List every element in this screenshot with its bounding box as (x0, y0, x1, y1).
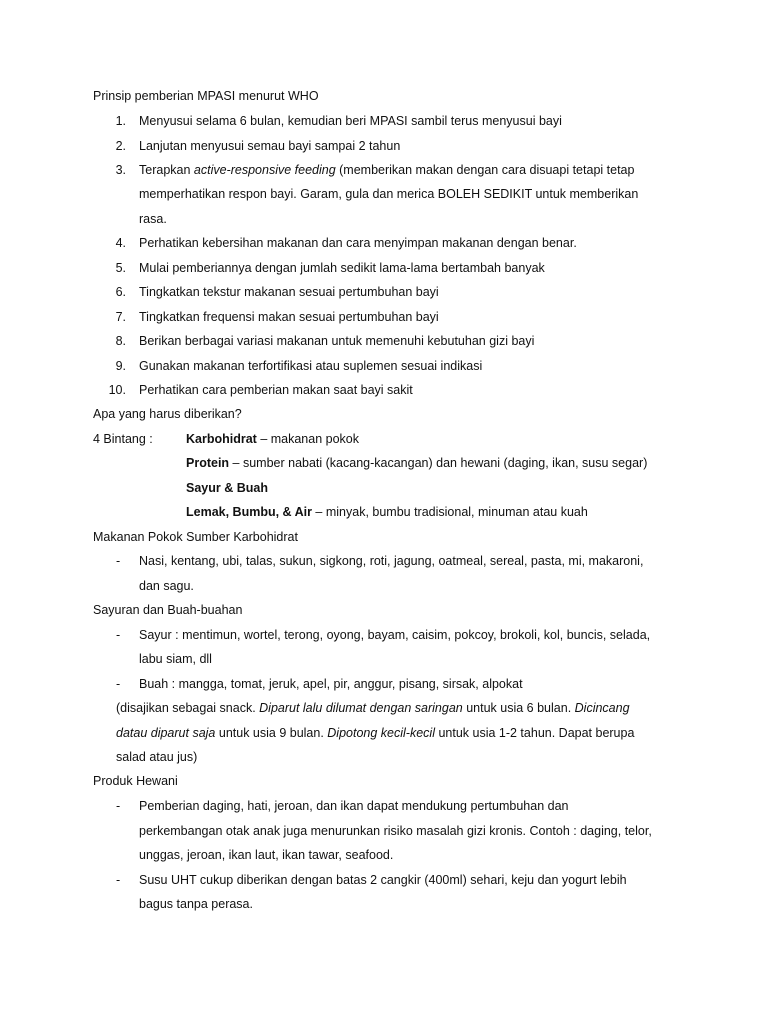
list-item: Tingkatkan tekstur makanan sesuai pertumbuhan bayi (139, 285, 439, 299)
bullet-dash: - (116, 677, 121, 691)
bintang-item (186, 504, 588, 520)
list-item: Perhatikan kebersihan makanan dan cara menyimpan makanan dengan benar. (139, 236, 577, 250)
list-number: 8. (115, 334, 126, 348)
text-run: (disajikan sebagai snack. (116, 701, 260, 715)
bullet-dash: - (116, 628, 121, 642)
bintang-item (186, 480, 268, 496)
bullet-dash: - (116, 554, 121, 568)
italic-text: active-responsive feeding (193, 163, 336, 177)
list-item-continuation: perkembangan otak anak juga menurunkan risiko masalah gizi kronis. Contoh : daging, telor, (139, 824, 652, 838)
heading-prinsip: Prinsip pemberian MPASI menurut WHO (93, 89, 319, 103)
list-number: 6. (115, 285, 126, 299)
heading-apa: Apa yang harus diberikan? (93, 407, 242, 421)
list-number: 5. (115, 261, 126, 275)
list-item-continuation: memperhatikan respon bayi. Garam, gula dan merica BOLEH SEDIKIT untuk memberikan (139, 187, 639, 201)
heading-hewani: Produk Hewani (93, 774, 178, 788)
list-item-continuation: bagus tanpa perasa. (139, 897, 253, 911)
list-item-continuation: dan sagu. (139, 579, 194, 593)
snack-note: salad atau jus) (116, 750, 198, 764)
italic-text: Dicincang (574, 701, 630, 715)
list-item: Menyusui selama 6 bulan, kemudian beri MPASI sambil terus menyusui bayi (139, 114, 562, 128)
list-number: 2. (115, 139, 126, 153)
list-item-continuation: rasa. (139, 212, 167, 226)
text-run: Terapkan (139, 163, 194, 177)
list-item: Susu UHT cukup diberikan dengan batas 2 cangkir (400ml) sehari, keju dan yogurt lebih (139, 873, 627, 887)
list-item: Mulai pemberiannya dengan jumlah sedikit lama-lama bertambah banyak (139, 261, 545, 275)
list-item-continuation: labu siam, dll (139, 652, 212, 666)
list-item: Berikan berbagai variasi makanan untuk memenuhi kebutuhan gizi bayi (139, 334, 535, 348)
list-item: Buah : mangga, tomat, jeruk, apel, pir, anggur, pisang, sirsak, alpokat (139, 677, 523, 691)
list-number: 3. (115, 163, 126, 177)
italic-text: Diparut lalu dilumat dengan saringan (259, 701, 463, 715)
list-number: 10. (108, 383, 126, 397)
snack-note (116, 725, 634, 741)
list-item: Tingkatkan frequensi makan sesuai pertumbuhan bayi (139, 310, 439, 324)
bold-text: Sayur & Buah (186, 481, 268, 495)
list-item: Sayur : mentimun, wortel, terong, oyong, bayam, caisim, pokcoy, brokoli, kol, buncis, selada, (139, 628, 651, 642)
bintang-item (186, 455, 647, 471)
snack-note (116, 700, 630, 716)
list-number: 4. (115, 236, 126, 250)
list-item: Perhatikan cara pemberian makan saat bayi sakit (139, 383, 413, 397)
text-run: untuk usia 6 bulan. (462, 701, 575, 715)
list-item: Pemberian daging, hati, jeroan, dan ikan dapat mendukung pertumbuhan dan (139, 799, 569, 813)
list-item: Nasi, kentang, ubi, talas, sukun, sigkong, roti, jagung, oatmeal, sereal, pasta, mi, makaroni, (139, 554, 644, 568)
bullet-dash: - (116, 873, 121, 887)
text-run: untuk usia 1-2 tahun. Dapat berupa (434, 726, 635, 740)
list-item: Gunakan makanan terfortifikasi atau suplemen sesuai indikasi (139, 359, 483, 373)
list-item-continuation: unggas, jeroan, ikan laut, ikan tawar, seafood. (139, 848, 394, 862)
text-run: untuk usia 9 bulan. (215, 726, 328, 740)
list-number: 7. (115, 310, 126, 324)
heading-pokok: Makanan Pokok Sumber Karbohidrat (93, 530, 298, 544)
italic-text: datau diparut saja (116, 726, 216, 740)
italic-text: Dipotong kecil-kecil (327, 726, 435, 740)
text-run: – minyak, bumbu tradisional, minuman atau kuah (311, 505, 588, 519)
heading-sayur: Sayuran dan Buah-buahan (93, 603, 243, 617)
text-run: – makanan pokok (256, 432, 359, 446)
bold-text: Karbohidrat (186, 432, 257, 446)
bold-text: Lemak, Bumbu, & Air (186, 505, 312, 519)
list-number: 1. (115, 114, 126, 128)
text-run: – sumber nabati (kacang-kacangan) dan hewani (daging, ikan, susu segar) (229, 456, 648, 470)
text-run: (memberikan makan dengan cara disuapi tetapi tetap (335, 163, 635, 177)
list-number: 9. (115, 359, 126, 373)
bold-text: Protein (186, 456, 230, 470)
bullet-dash: - (116, 799, 121, 813)
list-item (139, 162, 634, 178)
bintang-item (186, 431, 359, 447)
list-item: Lanjutan menyusui semau bayi sampai 2 tahun (139, 139, 401, 153)
bintang-label: 4 Bintang : (93, 432, 153, 446)
